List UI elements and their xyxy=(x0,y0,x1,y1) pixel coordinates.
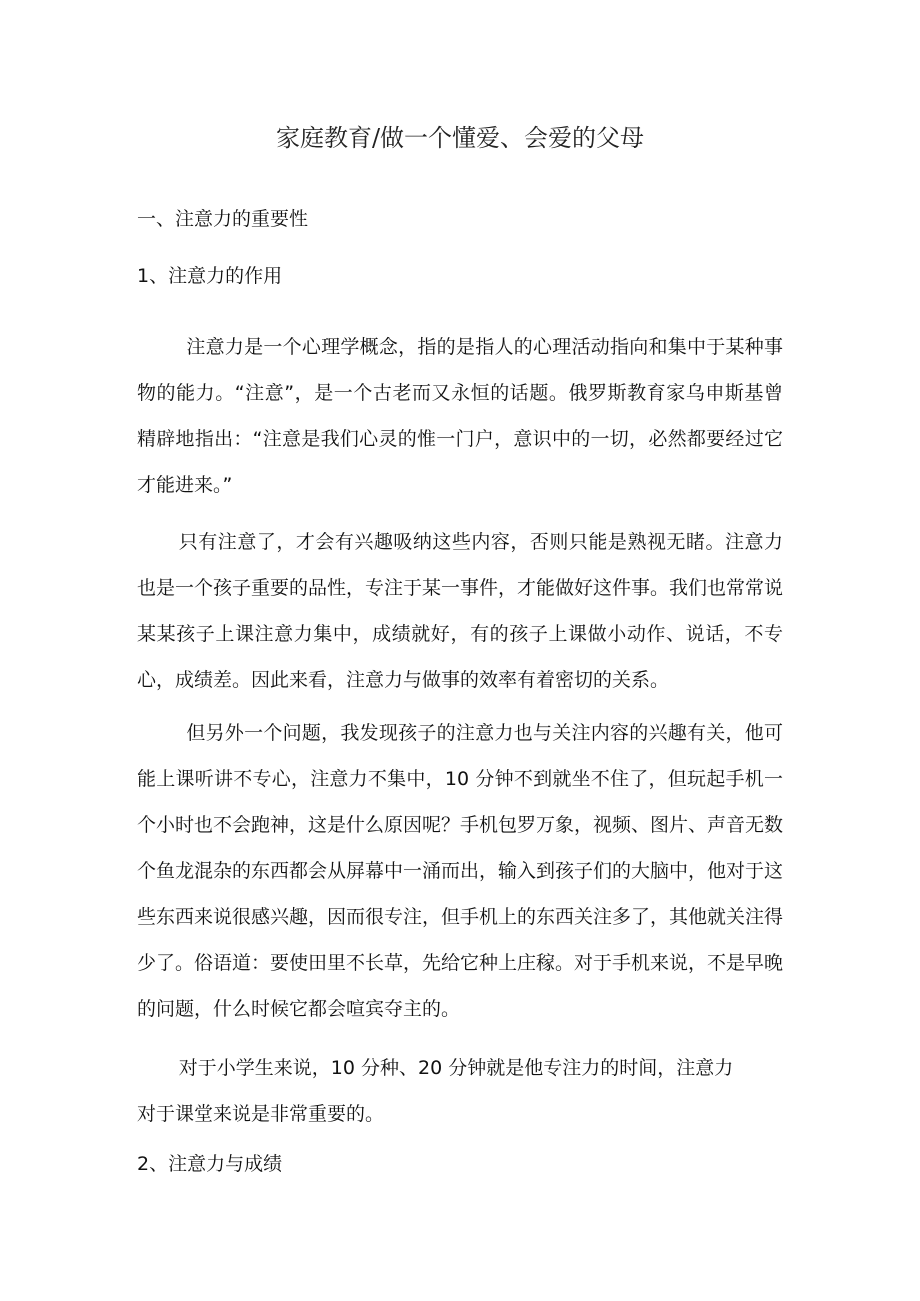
paragraph-3: 但另外一个问题，我发现孩子的注意力也与关注内容的兴趣有关，他可能上课听讲不专心，注意力不集中，10 分钟不到就坐不住了，但玩起手机一个小时也不会跑神，这是什么原因呢？手机包罗万象，视频、图片、声音无数个鱼龙混杂的东西都会从屏幕中一涌而出，输入到孩子们的大脑中，他对于这些东西来说很感兴趣，因而很专注，但手机上的东西关注多了，其他就关注得少了。俗语道：要使田里不长草，先给它种上庄稼。对于手机来说，不是早晚的问题，什么时候它都会喧宾夺主的。 xyxy=(137,722,784,1020)
paragraph-2: 只有注意了，才会有兴趣吸纳这些内容，否则只能是熟视无睹。注意力也是一个孩子重要的品性，专注于某一事件，才能做好这件事。我们也常常说某某孩子上课注意力集中，成绩就好，有的孩子上课做小动作、说话，不专心，成绩差。因此来看，注意力与做事的效率有着密切的关系。 xyxy=(137,531,784,691)
paragraph-4: 对于小学生来说，10 分种、20 分钟就是他专注力的时间，注意力对于课堂来说是非常重要的。 xyxy=(137,1057,734,1125)
subheading-attention-role: 1、注意力的作用 xyxy=(137,265,283,287)
section-heading: 一、注意力的重要性 xyxy=(137,208,309,230)
paragraph-1: 注意力是一个心理学概念，指的是指人的心理活动指向和集中于某种事物的能力。“注意”，是一个古老而又永恒的话题。俄罗斯教育家乌申斯基曾精辟地指出：“注意是我们心灵的惟一门户，意识中的一切，必然都要经过它才能进来。” xyxy=(137,336,783,496)
document-title: 家庭教育/做一个懂爱、会爱的父母 xyxy=(275,124,645,152)
subheading-attention-grades: 2、注意力与成绩 xyxy=(137,1153,283,1175)
